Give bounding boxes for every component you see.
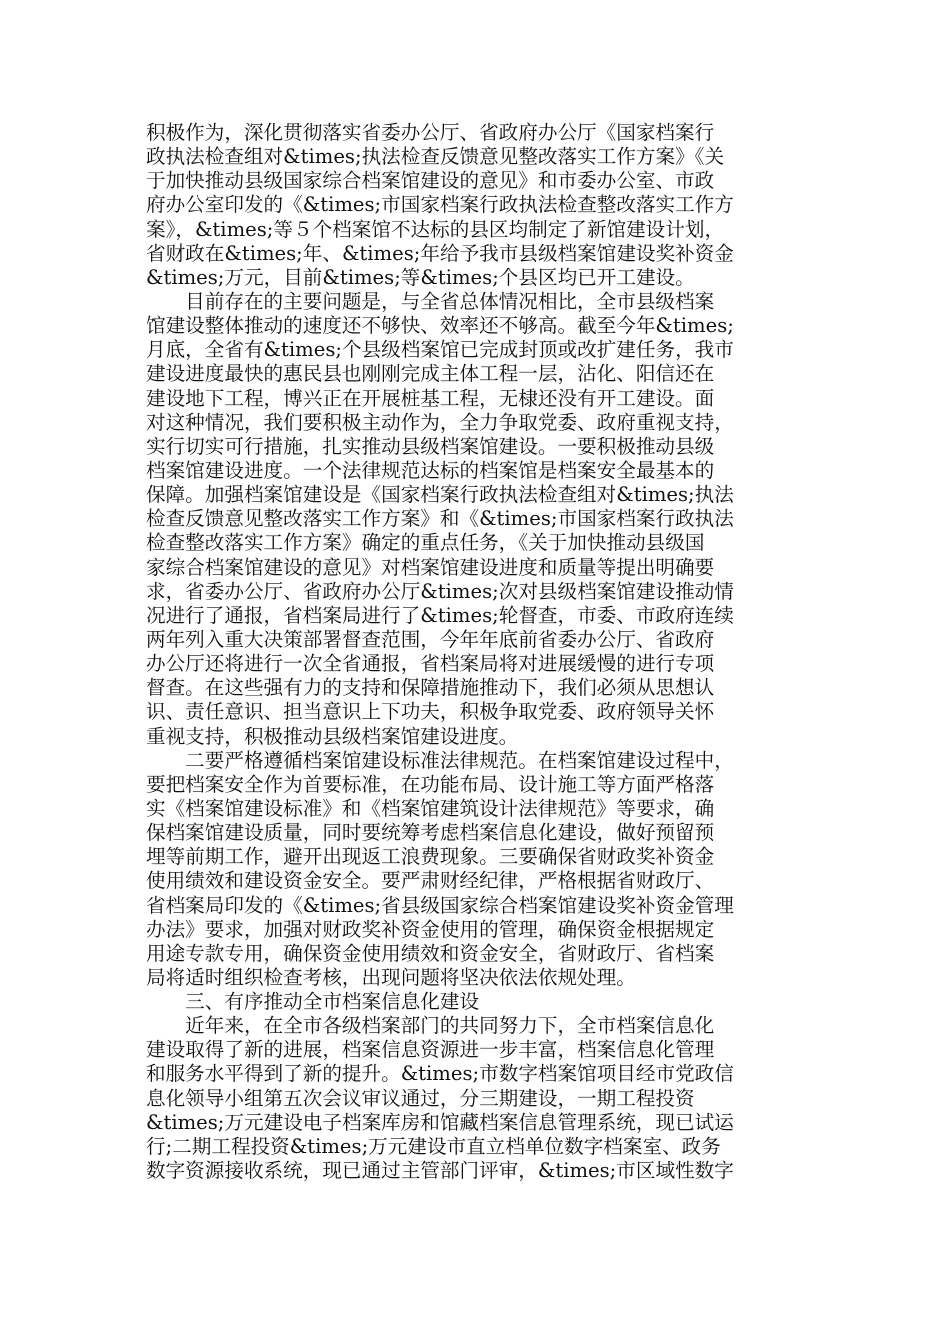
text-line: 办公厅还将进行一次全省通报，省档案局将对进展缓慢的进行专项 (146, 652, 715, 676)
text-line: 检查反馈意见整改落实工作方案》和《&times;市国家档案行政执法 (146, 507, 734, 531)
text-line: 用途专款专用，确保资金使用绩效和资金安全，省财政厅、省档案 (146, 941, 715, 965)
text-line: 月底，全省有&times;个县级档案馆已完成封顶或改扩建任务，我市 (146, 338, 734, 362)
text-line: 况进行了通报，省档案局进行了&times;轮督查，市委、市政府连续 (146, 603, 734, 627)
section-heading: 三、有序推动全市档案信息化建设 (146, 990, 480, 1014)
text-line: 埋等前期工作，避开出现返工浪费现象。三要确保省财政奖补资金 (146, 845, 715, 869)
text-line: 保档案馆建设质量，同时要统筹考虑档案信息化建设，做好预留预 (146, 821, 715, 845)
text-line: 建设取得了新的进展，档案信息资源进一步丰富，档案信息化管理 (146, 1038, 715, 1062)
text-line: &times;万元，目前&times;等&times;个县区均已开工建设。 (146, 265, 695, 289)
text-line: 实《档案馆建设标准》和《档案馆建筑设计法律规范》等要求，确 (146, 796, 715, 820)
text-line: 使用绩效和建设资金安全。要严肃财经纪律，严格根据省财政厅、 (146, 869, 715, 893)
text-line: 省档案局印发的《&times;省县级国家综合档案馆建设奖补资金管理 (146, 893, 734, 917)
text-line: 对这种情况，我们要积极主动作为，全力争取党委、政府重视支持， (146, 410, 734, 434)
text-line: 重视支持，积极推动县级档案馆建设进度。 (146, 724, 519, 748)
text-line: 建设进度最快的惠民县也刚刚完成主体工程一层，沾化、阳信还在 (146, 362, 715, 386)
text-line: 政执法检查组对&times;执法检查反馈意见整改落实工作方案》《关 (146, 145, 725, 169)
text-line: &times;万元建设电子档案库房和馆藏档案信息管理系统，现已试运 (146, 1110, 734, 1134)
text-line: 两年列入重大决策部署督查范围，今年年底前省委办公厅、省政府 (146, 627, 715, 651)
text-line: 积极作为，深化贯彻落实省委办公厅、省政府办公厅《国家档案行 (146, 121, 715, 144)
text-line: 省财政在&times;年、&times;年给予我市县级档案馆建设奖补资金 (146, 241, 734, 265)
text-line: 督查。在这些强有力的支持和保障措施推动下，我们必须从思想认 (146, 676, 715, 700)
text-line: 检查整改落实工作方案》确定的重点任务，《关于加快推动县级国 (146, 531, 705, 555)
text-line: 馆建设整体推动的速度还不够快、效率还不够高。截至今年&times; (146, 314, 734, 338)
body-text (146, 121, 836, 1183)
text-line: 二要严格遵循档案馆建设标准法律规范。在档案馆建设过程中， (146, 748, 734, 772)
text-line: 府办公室印发的《&times;市国家档案行政执法检查整改落实工作方 (146, 193, 734, 217)
text-line: 办法》要求，加强对财政奖补资金使用的管理，确保资金根据规定 (146, 917, 715, 941)
text-line: 局将适时组织检查考核，出现问题将坚决依法依规处理。 (146, 965, 636, 989)
text-line: 求，省委办公厅、省政府办公厅&times;次对县级档案馆建设推动情 (146, 579, 734, 603)
text-line: 行;二期工程投资&times;万元建设市直立档单位数字档案室、政务 (146, 1134, 721, 1158)
text-line: 建设地下工程，博兴正在开展桩基工程，无棣还没有开工建设。面 (146, 386, 715, 410)
text-line: 案》，&times;等５个档案馆不达标的县区均制定了新馆建设计划， (146, 217, 725, 241)
text-line: 档案馆建设进度。一个法律规范达标的档案馆是档案安全最基本的 (146, 458, 715, 482)
text-line: 要把档案安全作为首要标准，在功能布局、设计施工等方面严格落 (146, 772, 715, 796)
text-line: 家综合档案馆建设的意见》对档案馆建设进度和质量等提出明确要 (146, 555, 715, 579)
text-line: 近年来，在全市各级档案部门的共同努力下，全市档案信息化 (146, 1014, 715, 1038)
text-line: 实行切实可行措施，扎实推动县级档案馆建设。一要积极推动县级 (146, 434, 715, 458)
text-line: 于加快推动县级国家综合档案馆建设的意见》和市委办公室、市政 (146, 169, 715, 193)
text-line: 息化领导小组第五次会议审议通过，分三期建设，一期工程投资 (146, 1086, 695, 1110)
text-line: 保障。加强档案馆建设是《国家档案行政执法检查组对&times;执法 (146, 483, 734, 507)
text-line: 目前存在的主要问题是，与全省总体情况相比，全市县级档案 (146, 289, 715, 313)
text-line: 数字资源接收系统，现已通过主管部门评审，&times;市区域性数字 (146, 1159, 734, 1183)
text-line: 识、责任意识、担当意识上下功夫，积极争取党委、政府领导关怀 (146, 700, 715, 724)
text-line: 和服务水平得到了新的提升。&times;市数字档案馆项目经市党政信 (146, 1062, 734, 1086)
